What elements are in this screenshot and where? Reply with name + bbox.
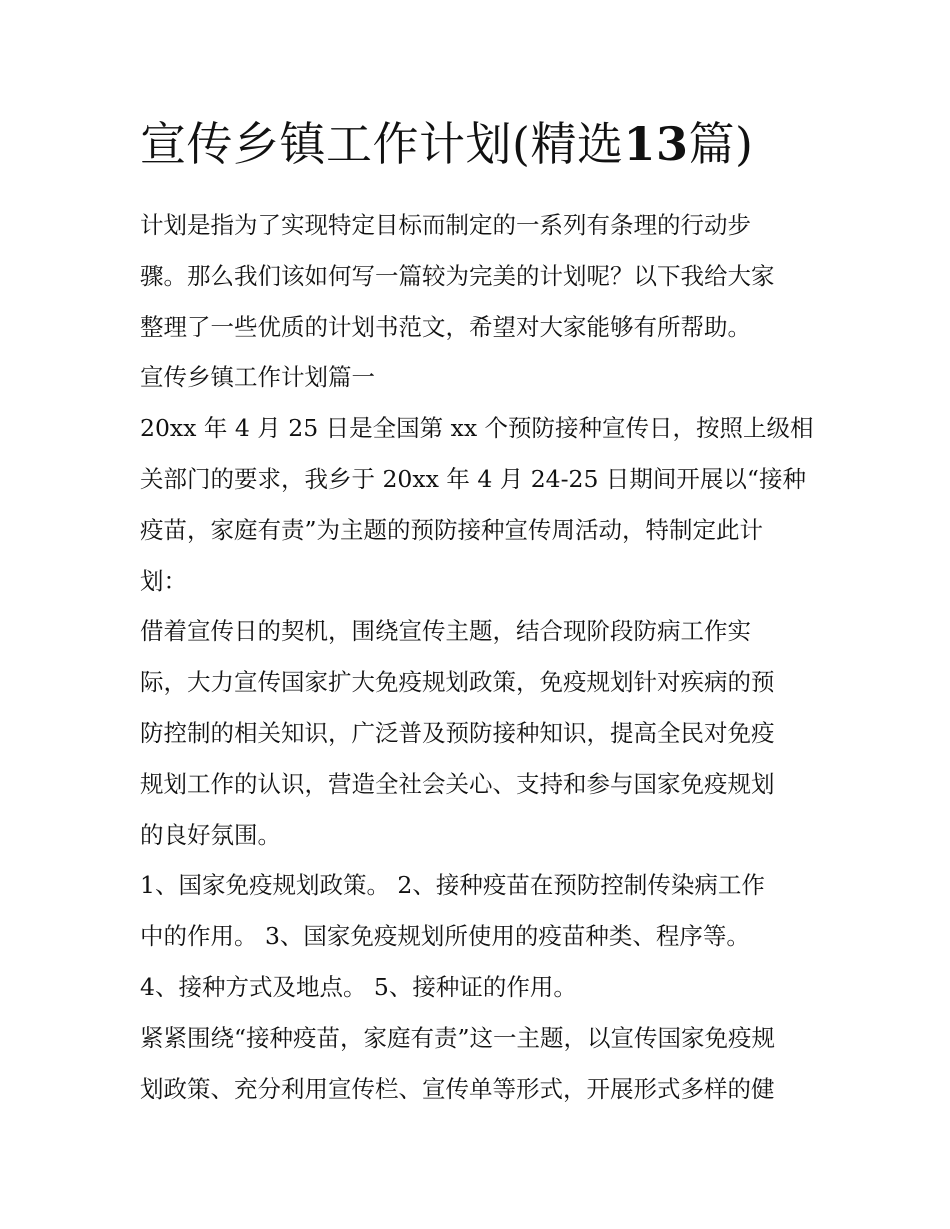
document-body bbox=[140, 200, 830, 1114]
text-line: 划： bbox=[140, 566, 187, 595]
text-line: 防控制的相关知识，广泛普及预防接种知识，提高全民对免疫 bbox=[140, 718, 775, 747]
document-title bbox=[140, 112, 840, 176]
text-line: 骤。那么我们该如何写一篇较为完美的计划呢？以下我给大家 bbox=[140, 261, 775, 290]
text-line: 中的作用。 3、国家免疫规划所使用的疫苗种类、程序等。 bbox=[140, 922, 750, 951]
title-number: 13 bbox=[623, 117, 689, 171]
text-line: 4、接种方式及地点。 5、接种证的作用。 bbox=[140, 972, 577, 1001]
text-line: 借着宣传日的契机，围绕宣传主题，结合现阶段防病工作实 bbox=[140, 617, 751, 646]
text-line: 关部门的要求，我乡于 20xx 年 4 月 24-25 日期间开展以“接种 bbox=[140, 464, 806, 493]
text-line: 整理了一些优质的计划书范文，希望对大家能够有所帮助。 bbox=[140, 312, 751, 341]
text-line: 1、国家免疫规划政策。 2、接种疫苗在预防控制传染病工作 bbox=[140, 871, 765, 900]
text-line: 计划是指为了实现特定目标而制定的一系列有条理的行动步 bbox=[140, 211, 751, 239]
text-line: 疫苗，家庭有责”为主题的预防接种宣传周活动，特制定此计 bbox=[140, 515, 764, 544]
text-line: 的良好氛围。 bbox=[140, 820, 281, 849]
text-line: 紧紧围绕“接种疫苗，家庭有责”这一主题，以宣传国家免疫规 bbox=[140, 1023, 776, 1052]
title-end-text: 篇) bbox=[688, 117, 754, 171]
text-line: 划政策、充分利用宣传栏、宣传单等形式，开展形式多样的健 bbox=[140, 1074, 775, 1103]
title-main-text: 宣传乡镇工作计划(精选 bbox=[140, 117, 624, 171]
text-line: 际，大力宣传国家扩大免疫规划政策，免疫规划针对疾病的预 bbox=[140, 668, 775, 697]
section-heading: 宣传乡镇工作计划篇一 bbox=[140, 363, 375, 392]
text-line: 20xx 年 4 月 25 日是全国第 xx 个预防接种宣传日，按照上级相 bbox=[140, 414, 814, 443]
text-line: 规划工作的认识，营造全社会关心、支持和参与国家免疫规划 bbox=[140, 769, 775, 798]
